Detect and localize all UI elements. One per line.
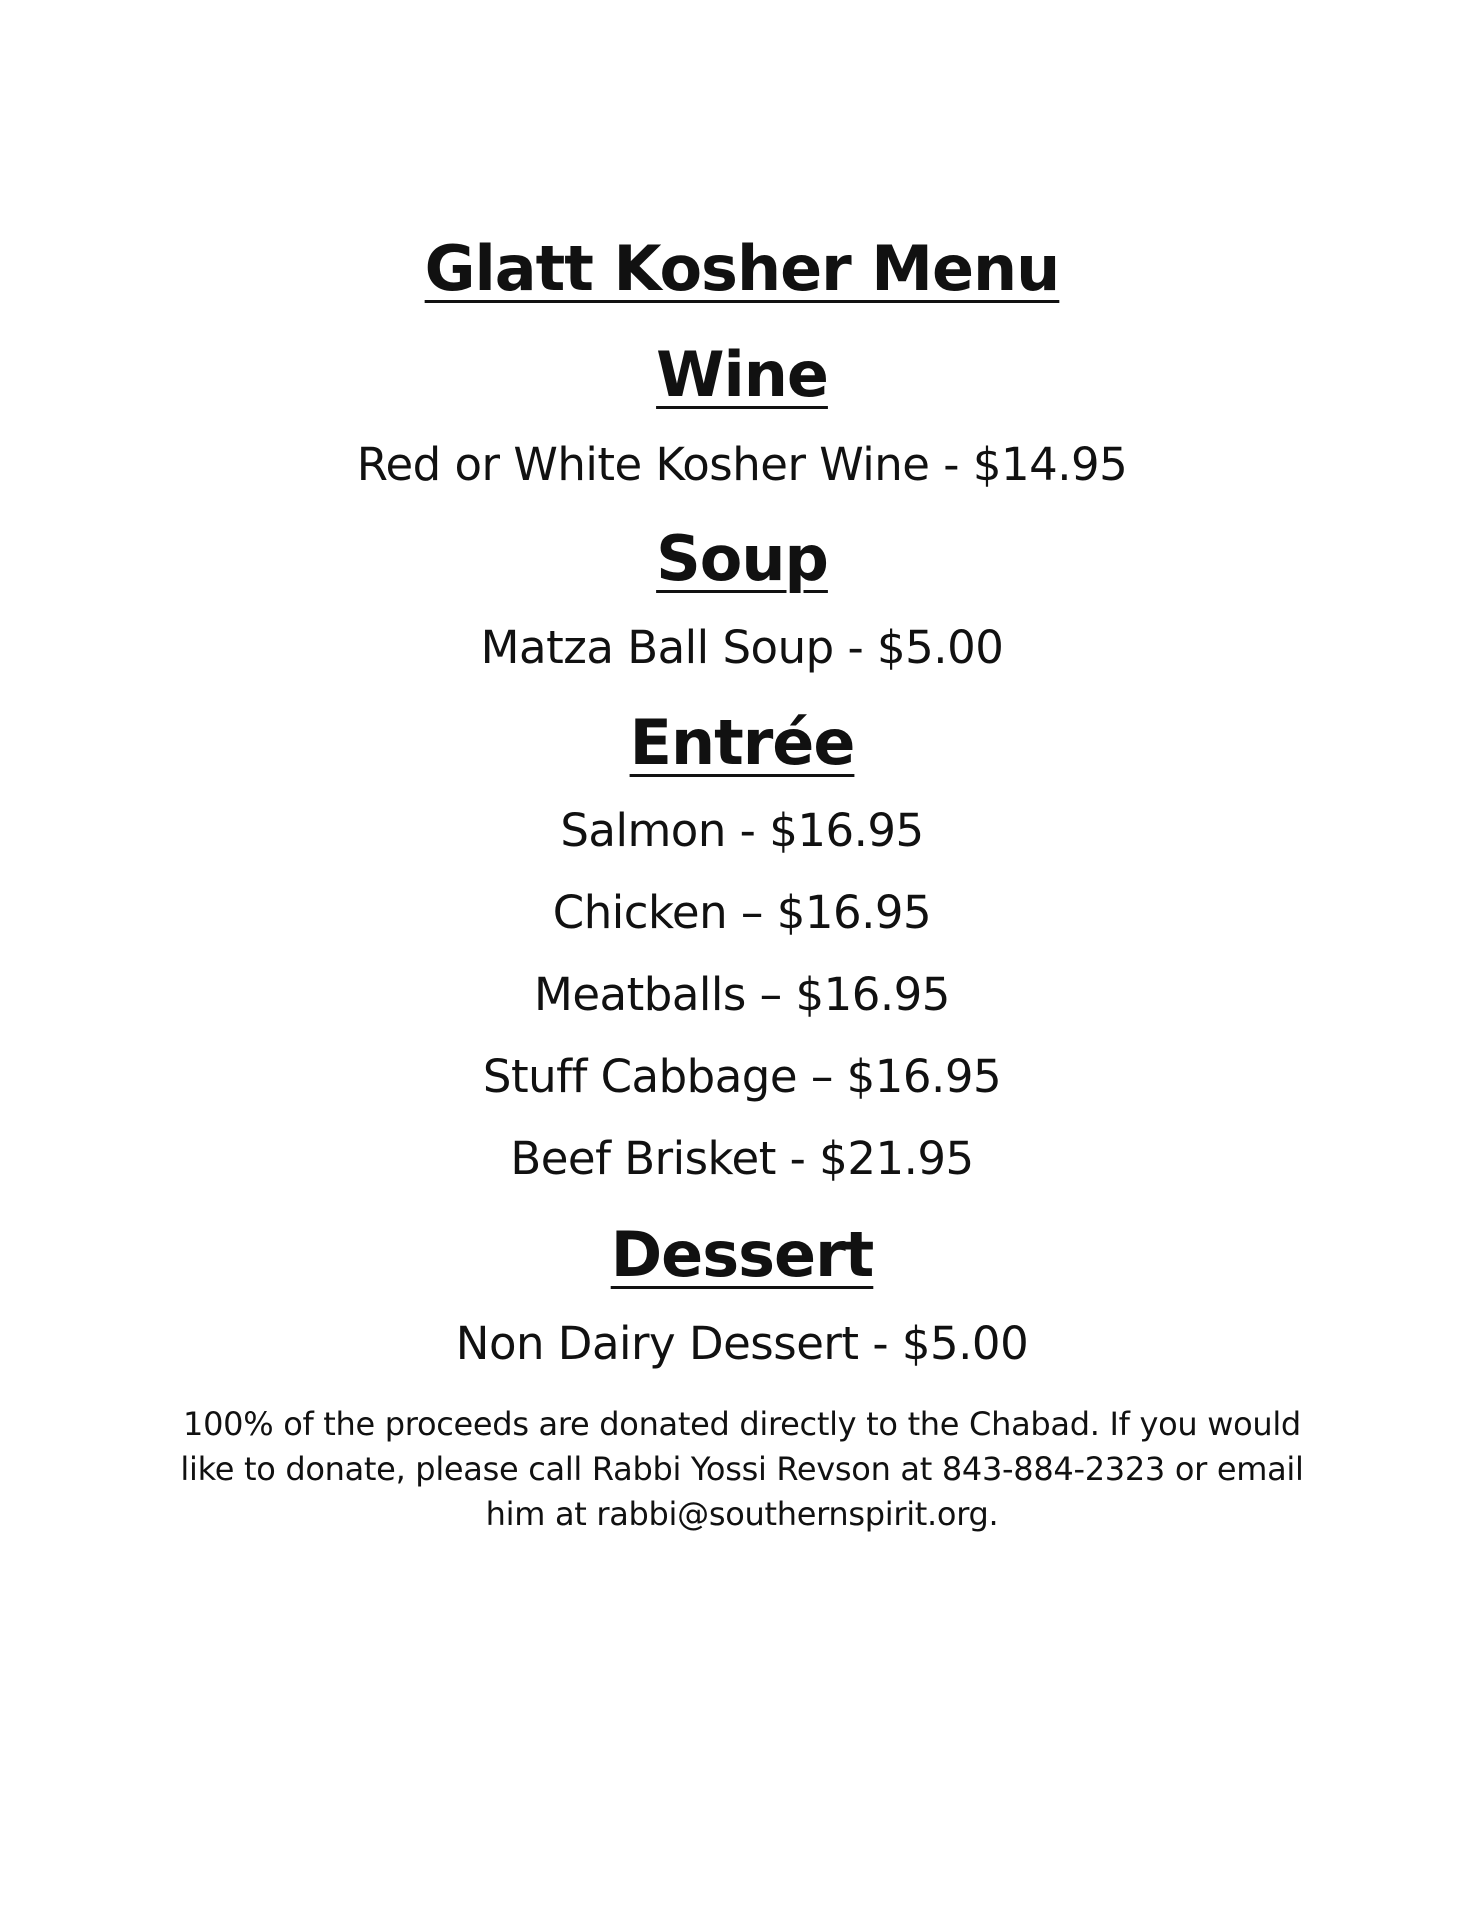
menu-item: Non Dairy Dessert - $5.00 xyxy=(455,1317,1029,1370)
section-heading-wine: Wine xyxy=(656,338,828,411)
menu-item: Stuff Cabbage – $16.95 xyxy=(482,1050,1002,1103)
menu-item: Salmon - $16.95 xyxy=(560,804,924,857)
menu-item: Beef Brisket - $21.95 xyxy=(510,1132,974,1185)
section-heading-soup: Soup xyxy=(656,522,828,595)
donation-note: 100% of the proceeds are donated directly to the Chabad. If you would like to donate, please call Rabbi Yossi Revson at 843-884-2323 or email him at rabbi@southernspirit.org. xyxy=(180,1405,1304,1533)
menu-item: Matza Ball Soup - $5.00 xyxy=(480,621,1004,674)
menu-item: Meatballs – $16.95 xyxy=(534,968,950,1021)
section-heading-dessert: Dessert xyxy=(610,1218,874,1291)
menu-item: Chicken – $16.95 xyxy=(552,886,932,939)
menu-item: Red or White Kosher Wine - $14.95 xyxy=(356,438,1128,491)
section-heading-entree: Entrée xyxy=(629,706,855,779)
menu-title: Glatt Kosher Menu xyxy=(424,232,1060,305)
